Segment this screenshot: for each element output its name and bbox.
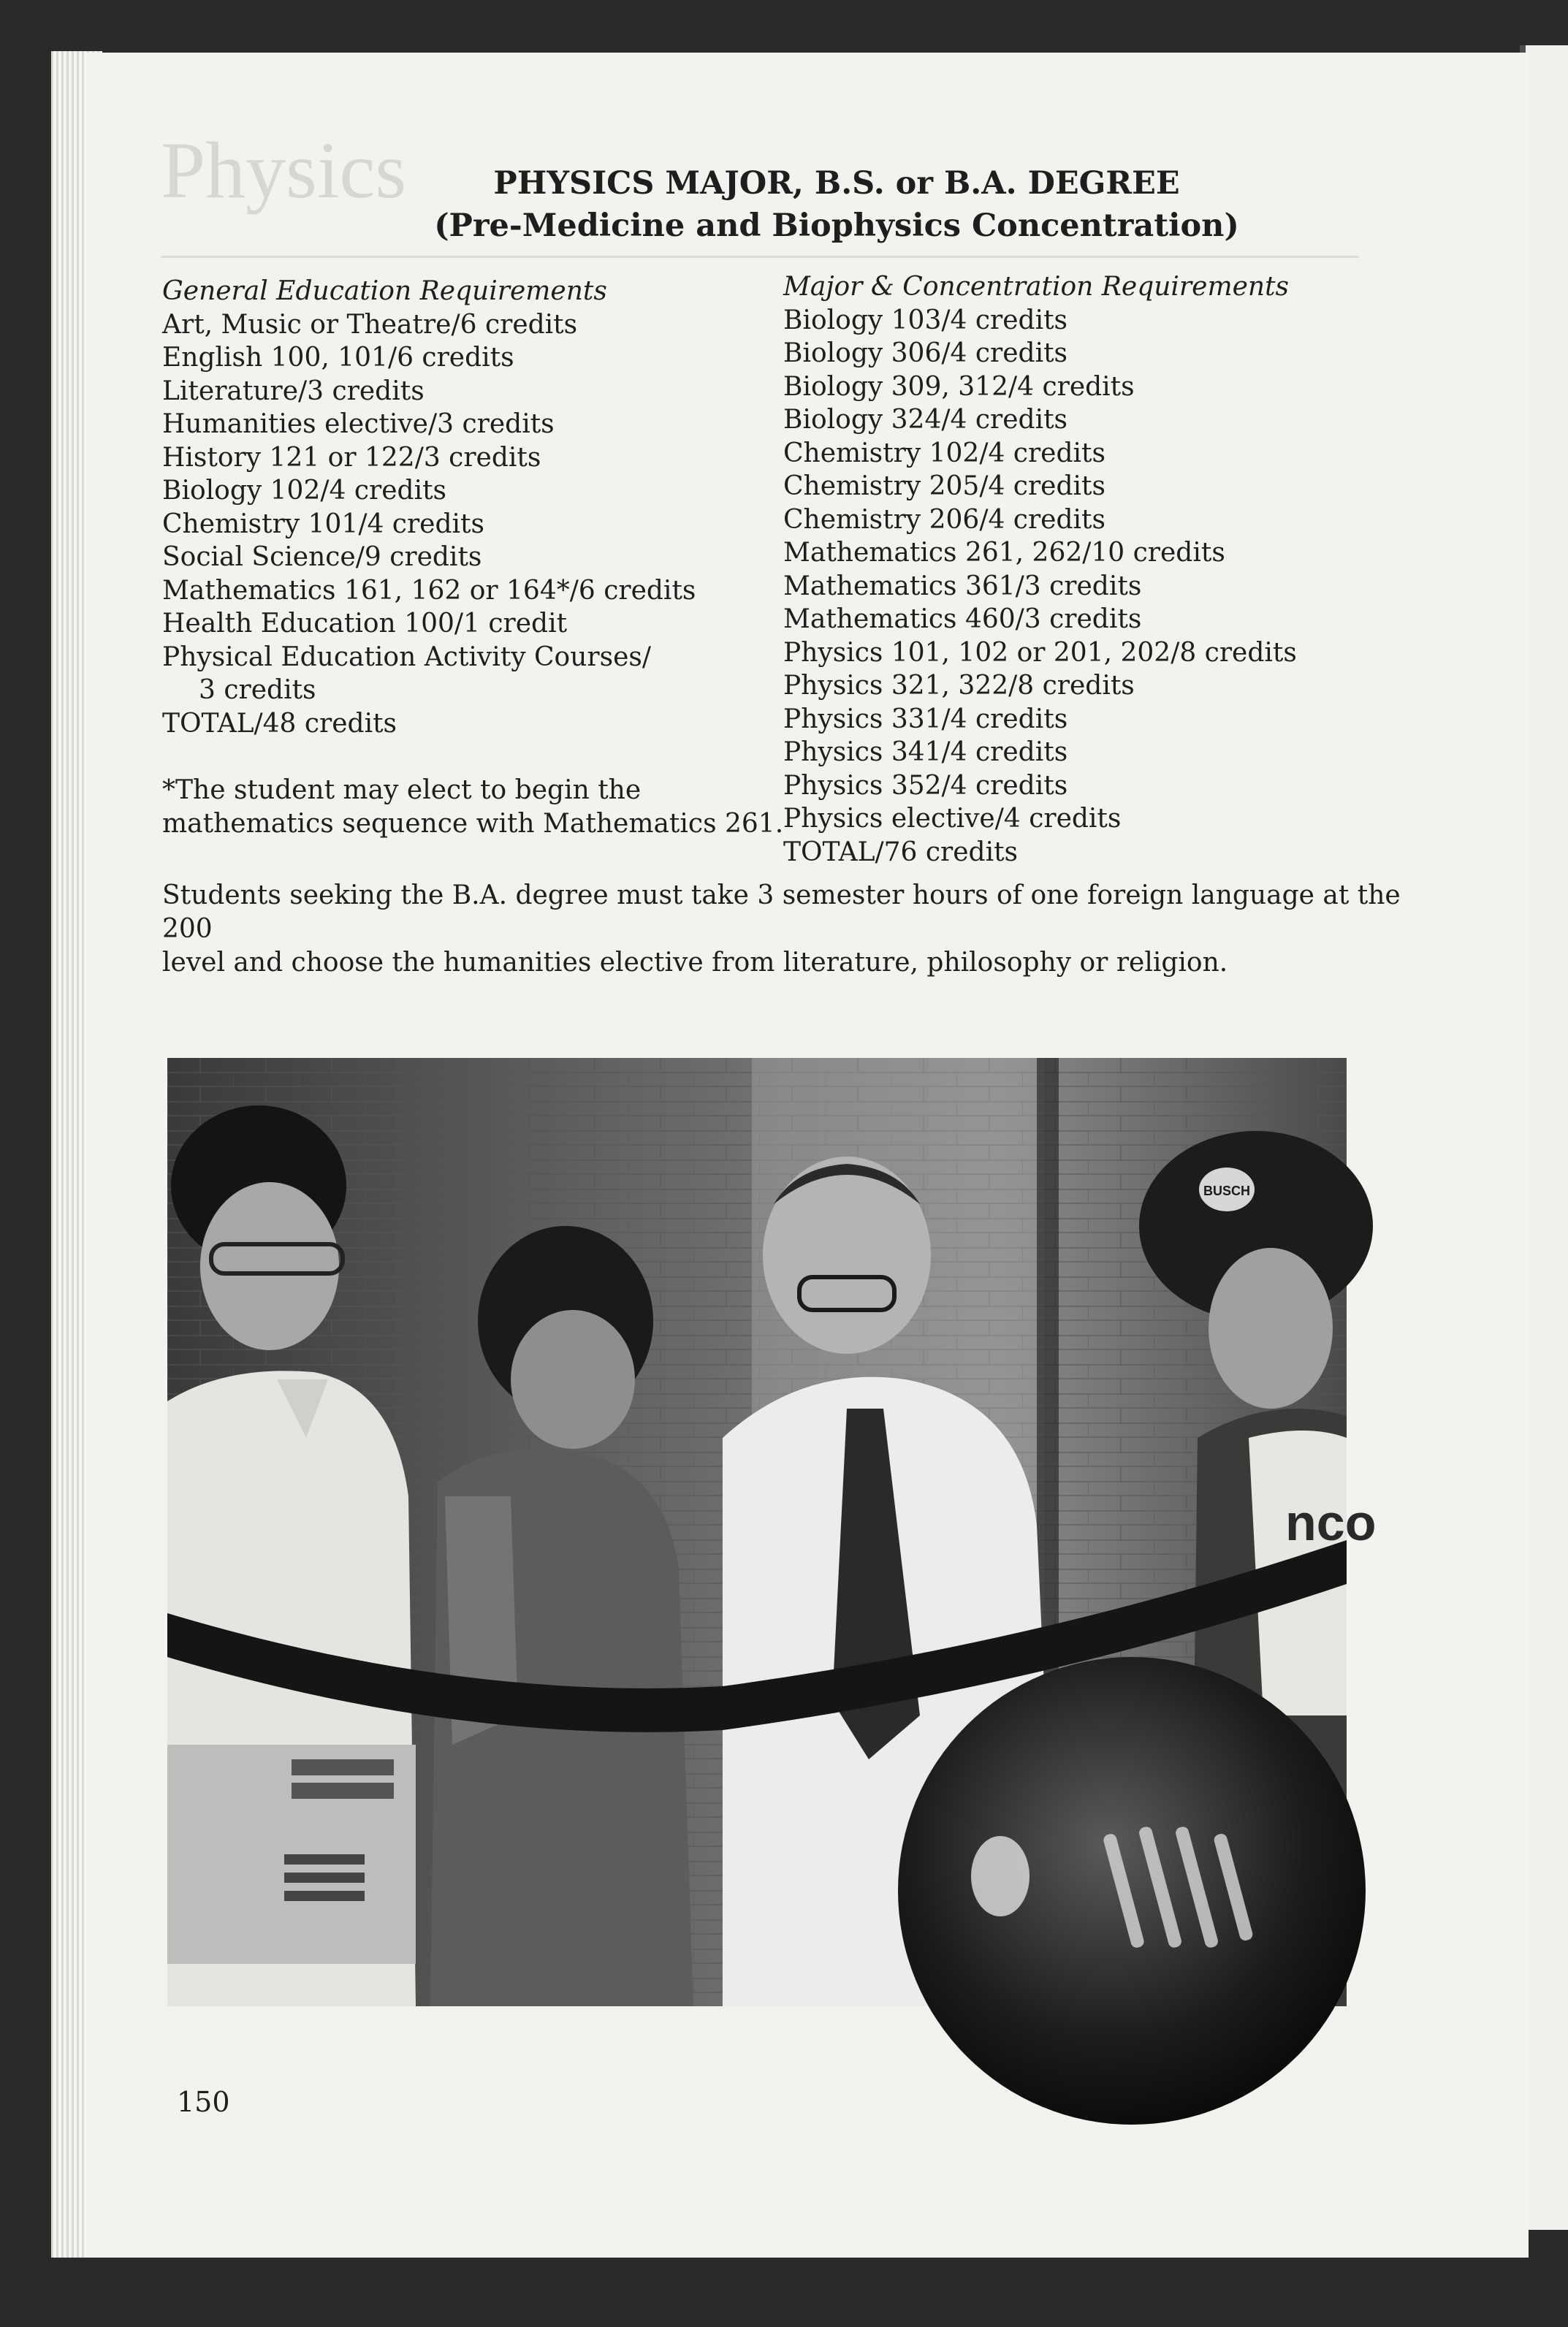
- instrument-box: [167, 1745, 416, 1964]
- list-item: Physical Education Activity Courses/: [162, 641, 651, 672]
- list-item: Mathematics 161, 162 or 164*/6 credits: [162, 575, 696, 606]
- shirt-text: nco: [1285, 1494, 1377, 1551]
- list-item: Biology 102/4 credits: [162, 476, 447, 506]
- list-item: History 121 or 122/3 credits: [162, 442, 541, 473]
- list-item: Literature/3 credits: [162, 376, 425, 406]
- list-item: Art, Music or Theatre/6 credits: [162, 309, 578, 340]
- major-total: TOTAL/76 credits: [783, 837, 1019, 867]
- list-item: Mathematics 460/3 credits: [783, 604, 1142, 634]
- facing-page-edge: [1526, 45, 1568, 2230]
- list-item: Physics 101, 102 or 201, 202/8 credits: [783, 637, 1297, 668]
- bleed-through-heading: Physics: [161, 126, 407, 215]
- list-item: Chemistry 205/4 credits: [783, 471, 1105, 501]
- footnote-line-1: *The student may elect to begin the: [162, 775, 642, 805]
- bleed-through-rule: [161, 256, 1359, 258]
- title-line-2: (Pre-Medicine and Biophysics Concentration): [434, 207, 1239, 244]
- list-item: Physics 331/4 credits: [783, 704, 1068, 734]
- list-item: English 100, 101/6 credits: [162, 343, 514, 373]
- list-item: Mathematics 361/3 credits: [783, 571, 1142, 601]
- major-requirements-heading: Major & Concentration Requirements: [783, 272, 1290, 302]
- list-item: Biology 306/4 credits: [783, 338, 1068, 368]
- footnote-line-2: mathematics sequence with Mathematics 261.: [162, 808, 784, 839]
- list-item: Chemistry 101/4 credits: [162, 509, 484, 539]
- general-total: TOTAL/48 credits: [162, 708, 397, 739]
- ba-degree-note: [162, 879, 1448, 980]
- list-item: Chemistry 102/4 credits: [783, 438, 1105, 468]
- general-education-heading: General Education Requirements: [162, 276, 607, 306]
- cap-logo-text: BUSCH: [1203, 1184, 1251, 1198]
- title-line-1: PHYSICS MAJOR, B.S. or B.A. DEGREE: [493, 165, 1180, 202]
- list-item: Physics elective/4 credits: [783, 804, 1122, 834]
- page-number: 150: [177, 2086, 230, 2118]
- list-item: 3 credits: [199, 675, 316, 705]
- list-item: Mathematics 261, 262/10 credits: [783, 538, 1225, 568]
- list-item: Biology 309, 312/4 credits: [783, 371, 1135, 402]
- note-line-1: Students seeking the B.A. degree must take 3 semester hours of one foreign language at the 200: [162, 880, 1401, 944]
- list-item: Health Education 100/1 credit: [162, 609, 568, 639]
- list-item: Physics 321, 322/8 credits: [783, 671, 1135, 701]
- photograph-physics-lab: [167, 1058, 1377, 2006]
- list-item: Biology 324/4 credits: [783, 405, 1068, 435]
- page-title: [307, 162, 1366, 247]
- glass-sphere: [898, 1657, 1366, 2125]
- list-item: Physics 352/4 credits: [783, 770, 1068, 801]
- list-item: Humanities elective/3 credits: [162, 409, 555, 439]
- list-item: Social Science/9 credits: [162, 542, 482, 572]
- list-item: Chemistry 206/4 credits: [783, 504, 1105, 535]
- major-requirements-column: [783, 270, 1297, 869]
- general-education-column: [162, 275, 783, 840]
- note-line-2: level and choose the humanities elective from literature, philosophy or religion.: [162, 948, 1228, 978]
- list-item: Physics 341/4 credits: [783, 737, 1068, 767]
- list-item: Biology 103/4 credits: [783, 305, 1068, 335]
